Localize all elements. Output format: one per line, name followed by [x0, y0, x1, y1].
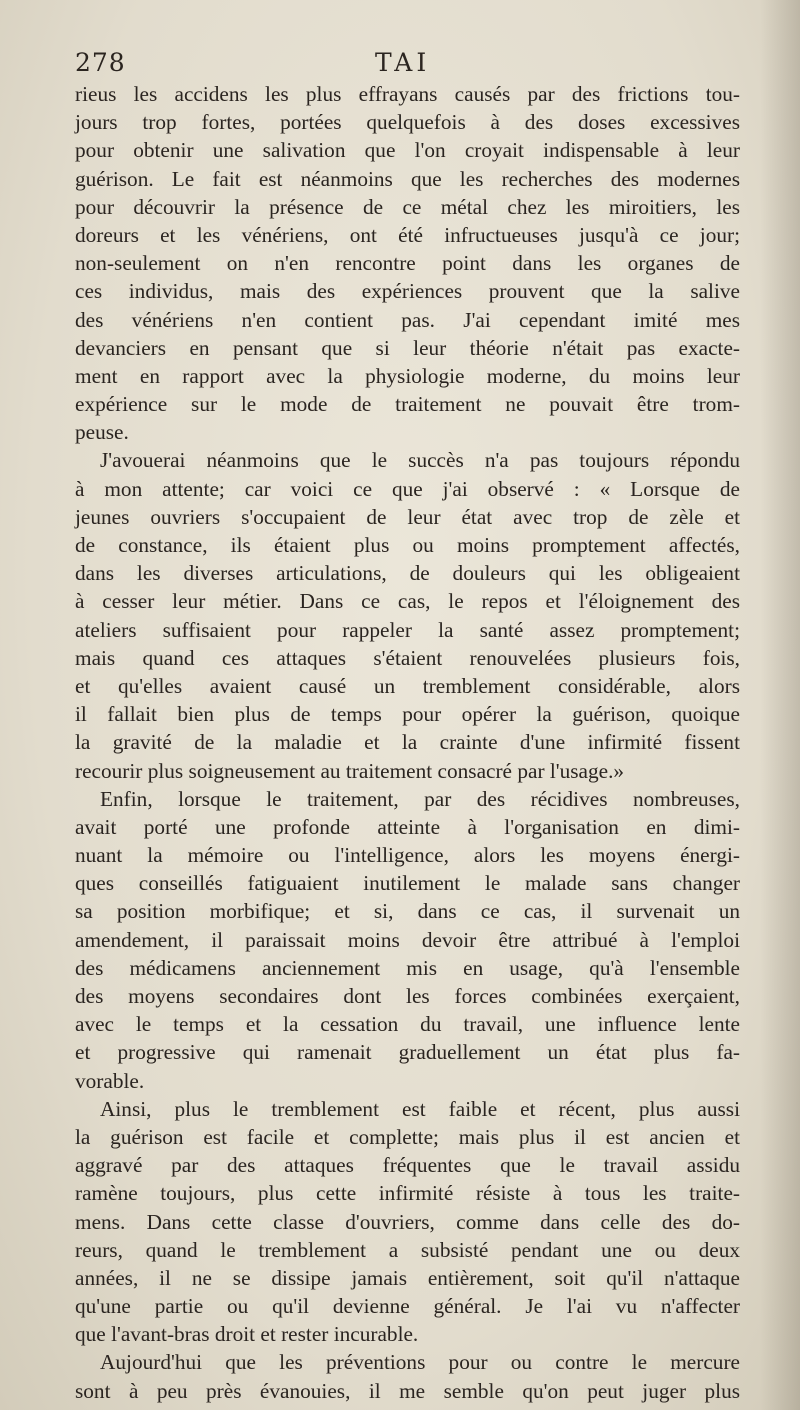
paragraph [75, 785, 740, 1095]
text-line: jeunes ouvriers s'occupaient de leur état avec trop de zèle et [75, 504, 740, 529]
text-line: à cesser leur métier. Dans ce cas, le repos et l'éloignement des [75, 589, 740, 614]
text-line: amendement, il paraissait moins devoir être attribué à l'emploi [75, 927, 740, 952]
text-line: devanciers en pensant que si leur théorie n'était pas exacte- [75, 335, 740, 360]
text-line: de constance, ils étaient plus ou moins promptement affectés, [75, 533, 740, 557]
text-line: ment en rapport avec la physiologie moderne, du moins leur [75, 363, 740, 388]
text-line: sont à peu près évanouies, il me semble qu'on peut juger plus [75, 1378, 740, 1403]
page-header [75, 48, 740, 84]
text-line: sa position morbifique; et si, dans ce cas, il survenait un [75, 899, 740, 924]
text-line: et qu'elles avaient causé un tremblement considérable, alors [75, 673, 740, 698]
text-line: à mon attente; car voici ce que j'ai observé : « Lorsque de [75, 476, 740, 501]
text-line: Aujourd'hui que les préventions pour ou contre le mercure [100, 1350, 740, 1375]
text-line: ques conseillés fatiguaient inutilement le malade sans changer [75, 871, 740, 896]
paragraph [75, 80, 740, 446]
text-line: guérison. Le fait est néanmoins que les recherches des modernes [75, 166, 740, 191]
text-line: années, il ne se dissipe jamais entièrement, soit qu'il n'attaque [75, 1265, 740, 1290]
text-line: recourir plus soigneusement au traitement consacré par l'usage.» [75, 758, 625, 783]
text-line: vorable. [75, 1068, 145, 1093]
running-head: TAI [375, 48, 431, 77]
text-line: Ainsi, plus le tremblement est faible et récent, plus aussi [100, 1096, 740, 1121]
text-line: Enfin, lorsque le traitement, par des récidives nombreuses, [100, 786, 740, 811]
text-line: il fallait bien plus de temps pour opérer la guérison, quoique [75, 702, 740, 727]
text-line: reurs, quand le tremblement a subsisté pendant une ou deux [75, 1237, 740, 1262]
text-line: jours trop fortes, portées quelquefois à des doses excessives [75, 110, 740, 135]
text-line: pour découvrir la présence de ce métal chez les miroitiers, les [75, 194, 740, 219]
text-line: qu'une partie ou qu'il devienne général. Je l'ai vu n'affecter [75, 1294, 740, 1319]
text-line: que l'avant-bras droit et rester incurable. [75, 1322, 419, 1347]
text-line: la guérison est facile et complette; mais plus il est ancien et [75, 1124, 740, 1149]
text-line: expérience sur le mode de traitement ne pouvait être trom- [75, 392, 740, 417]
text-line: pour obtenir une salivation que l'on croyait indispensable à leur [75, 138, 740, 163]
text-line: nuant la mémoire ou l'intelligence, alors les moyens énergi- [75, 843, 740, 868]
text-line: non-seulement on n'en rencontre point dans les organes de [75, 251, 740, 276]
paragraph [75, 446, 740, 784]
text-line: doreurs et les vénériens, ont été infructueuses jusqu'à ce jour; [75, 222, 740, 247]
text-line: avec le temps et la cessation du travail, une influence lente [75, 1012, 740, 1037]
paragraph [75, 1095, 740, 1349]
text-line: avait porté une profonde atteinte à l'organisation en dimi- [75, 814, 740, 839]
text-line: ateliers suffisaient pour rappeler la santé assez promptement; [75, 617, 740, 642]
text-line: aggravé par des attaques fréquentes que le travail assidu [75, 1153, 740, 1178]
text-line: des médicamens anciennement mis en usage, qu'à l'ensemble [75, 955, 740, 980]
text-line: ramène toujours, plus cette infirmité résiste à tous les traite- [75, 1181, 740, 1206]
text-line: rieus les accidens les plus effrayans causés par des frictions tou- [75, 82, 740, 106]
page-number: 278 [75, 48, 126, 77]
text-line: mens. Dans cette classe d'ouvriers, comme dans celle des do- [75, 1209, 740, 1234]
text-line: la gravité de la maladie et la crainte d'une infirmité fissent [75, 730, 740, 755]
text-line: et progressive qui ramenait graduellement un état plus fa- [75, 1040, 740, 1065]
text-line: dans les diverses articulations, de douleurs qui les obligeaient [75, 561, 740, 586]
text-line: des moyens secondaires dont les forces combinées exerçaient, [75, 984, 740, 1008]
text-line: des vénériens n'en contient pas. J'ai cependant imité mes [75, 307, 740, 332]
body-text [75, 80, 740, 1405]
text-line: J'avouerai néanmoins que le succès n'a pas toujours répondu [100, 448, 740, 473]
text-line: peuse. [75, 420, 129, 445]
text-line: ces individus, mais des expériences prouvent que la salive [75, 279, 740, 304]
paragraph [75, 1348, 740, 1404]
text-line: mais quand ces attaques s'étaient renouvelées plusieurs fois, [75, 645, 740, 670]
